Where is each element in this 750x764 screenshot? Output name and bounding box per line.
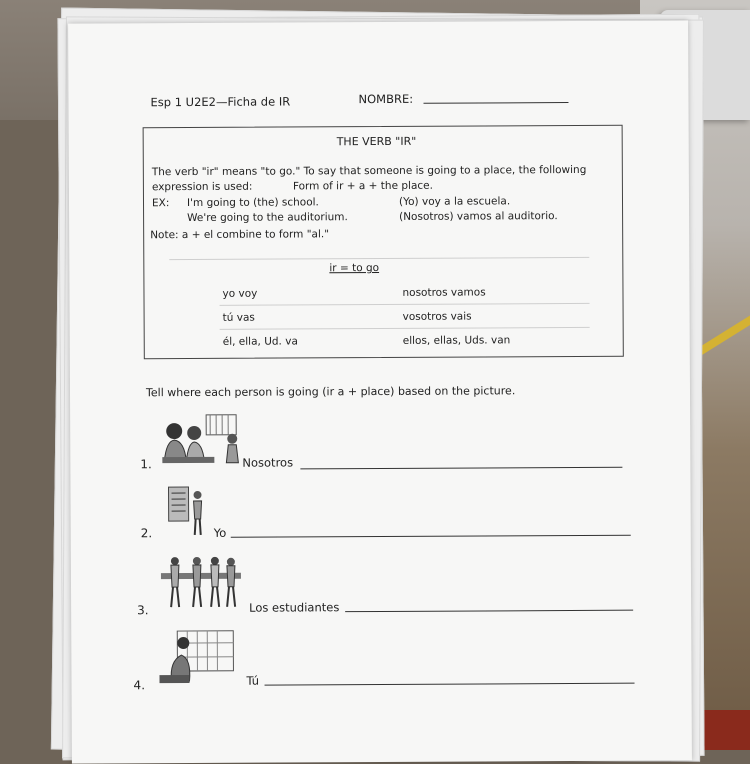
instructions: Tell where each person is going (ir a + place) based on the picture.	[146, 384, 515, 399]
note-text: Note: a + el combine to form "al."	[150, 228, 329, 241]
classroom-students-picture	[158, 413, 244, 467]
worksheet-page	[68, 20, 692, 763]
example-1-spanish: (Yo) voy a la escuela.	[399, 195, 510, 208]
conj-ellos: ellos, ellas, Uds. van	[403, 334, 511, 347]
conj-el: él, ella, Ud. va	[223, 335, 298, 347]
question-4-label: Tú	[246, 674, 259, 688]
example-2-spanish: (Nosotros) vamos al auditorio.	[399, 210, 558, 223]
question-3-label: Los estudiantes	[249, 600, 339, 614]
question-4-number: 4.	[133, 678, 145, 692]
question-2-answer-line[interactable]	[231, 535, 631, 538]
question-1-label: Nosotros	[242, 455, 293, 469]
example-1-english: I'm going to (the) school.	[187, 196, 319, 209]
question-1-answer-line[interactable]	[300, 467, 622, 470]
intro-line-1: The verb "ir" means "to go." To say that someone is going to a place, the following	[152, 164, 587, 178]
example-label: EX:	[152, 197, 169, 209]
gym-basketball-picture	[157, 629, 235, 685]
question-3-answer-line[interactable]	[345, 610, 633, 613]
course-title: Esp 1 U2E2—Ficha de IR	[150, 94, 290, 109]
intro-line-2: expression is used:	[152, 181, 253, 194]
question-2-number: 2.	[141, 526, 153, 540]
chalkboard-student-picture	[166, 483, 210, 541]
example-2-english: We're going to the auditorium.	[187, 211, 348, 224]
conj-yo: yo voy	[222, 288, 257, 300]
formula-text: Form of ir + a + the place.	[293, 180, 433, 193]
conjugation-title: ir = to go	[329, 262, 379, 274]
name-field[interactable]	[423, 102, 568, 104]
name-label: NOMBRE:	[358, 92, 413, 106]
grammar-box	[143, 125, 624, 360]
conj-vosotros: vosotros vais	[403, 311, 472, 323]
question-4-answer-line[interactable]	[265, 683, 635, 686]
conj-tu: tú vas	[223, 312, 255, 324]
question-2-label: Yo	[214, 526, 227, 540]
conj-nosotros: nosotros vamos	[402, 286, 485, 298]
question-1-number: 1.	[140, 457, 152, 471]
box-title: THE VERB "IR"	[337, 135, 417, 148]
cafeteria-line-picture	[159, 553, 243, 611]
question-3-number: 3.	[137, 603, 149, 617]
